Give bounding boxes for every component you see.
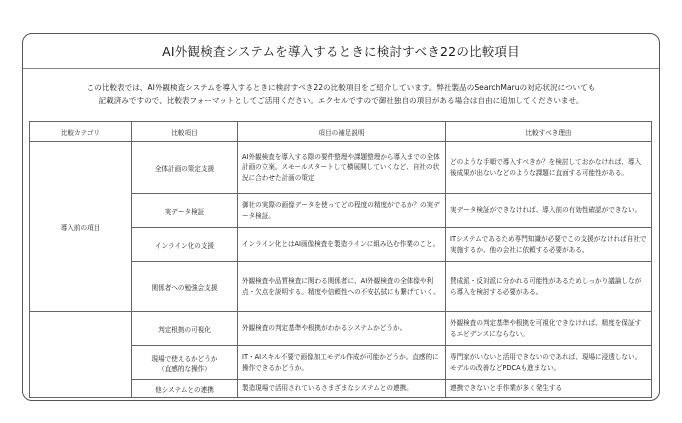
header-description: 項目の補足説明 [238, 122, 446, 142]
reason-cell: 賛成派・反対派に分かれる可能性があるためしっかり議論しながら導入を検討する必要がある。 [446, 262, 652, 312]
item-cell: 関係者への勉強会支援 [132, 262, 238, 312]
table-row [30, 142, 652, 194]
category-cell-pre-introduction: 導入前の項目 [30, 142, 132, 312]
description-cell: インライン化とはAI画像検査を製造ラインに組み込む作業のこと。 [238, 228, 446, 262]
header-item: 比較項目 [132, 122, 238, 142]
description-cell: 製造現場で活用されているさまざまなシステムとの連携。 [238, 380, 446, 398]
description-cell: 外観検査の判定基準や根拠がわかるシステムかどうか。 [238, 312, 446, 346]
table-header-row [30, 122, 652, 142]
description-cell: AI外観検査を導入する際の要件整理や課題整理から導入までの全体計画の立案。スモールスタートして横展開していくなど、自社の状況に合わせた計画の策定 [238, 142, 446, 194]
intro-line-2: 記載済みですので、比較表フォーマットとしてご活用ください。エクセルですので御社独自の項目がある場合は自由に追加してくださいませ。 [98, 96, 584, 105]
item-line-2: （直感的な操作） [158, 364, 211, 373]
intro-line-1: この比較表では、AI外観検査システムを導入するときに検討すべき22の比較項目をご紹介しています。弊社製品のSearchMaruの対応状況についても [86, 83, 596, 92]
comparison-card [22, 33, 660, 401]
item-cell: 他システムとの連携 [132, 380, 238, 398]
reason-cell: どのような手順で導入すべきか？を検討しておかなければ、導入後成果が出ないなどのような課題に直面する可能性がある。 [446, 142, 652, 194]
item-cell: インライン化の支援 [132, 228, 238, 262]
reason-cell: 外観検査の判定基準や根拠を可視化できなければ、精度を保証するエビデンスにならない。 [446, 312, 652, 346]
reason-cell: 専門家がいないと活用できないのであれば、現場に浸透しない。モデルの改善などPDCAも進まない。 [446, 346, 652, 380]
header-category: 比較カテゴリ [30, 122, 132, 142]
description-cell: IT・AIスキル不要で画像加工モデル作成が可能かどうか。直感的に操作できるかどうか。 [238, 346, 446, 380]
item-cell: 判定根拠の可視化 [132, 312, 238, 346]
reason-cell: 連携できないと手作業が多く発生する [446, 380, 652, 398]
item-cell [132, 346, 238, 380]
reason-cell: 実データ検証ができなければ、導入前の有効性確認ができない。 [446, 194, 652, 228]
description-cell: 御社の実際の画像データを使ってどの程度の精度がでるか？の実データ検証。 [238, 194, 446, 228]
table-row [30, 312, 652, 346]
comparison-table [29, 121, 652, 398]
description-cell: 外観検査や品質検査に関わる関係者に、AI外観検査の全体像や利点・欠点を説明する。精度や信頼性への不安払拭にも繋げていく。 [238, 262, 446, 312]
reason-cell: ITシステムであるため専門知識が必要でこの支援がなければ自社で実施するか、他の会社に依頼する必要がある。 [446, 228, 652, 262]
item-cell: 実データ検証 [132, 194, 238, 228]
item-line-1: 現場で使えるかどうか [151, 354, 218, 363]
intro-text [23, 69, 659, 107]
item-cell: 全体計画の策定支援 [132, 142, 238, 194]
category-cell-empty [30, 312, 132, 398]
page-title: AI外観検査システムを導入するときに検討すべき22の比較項目 [23, 34, 659, 69]
header-reason: 比較すべき理由 [446, 122, 652, 142]
